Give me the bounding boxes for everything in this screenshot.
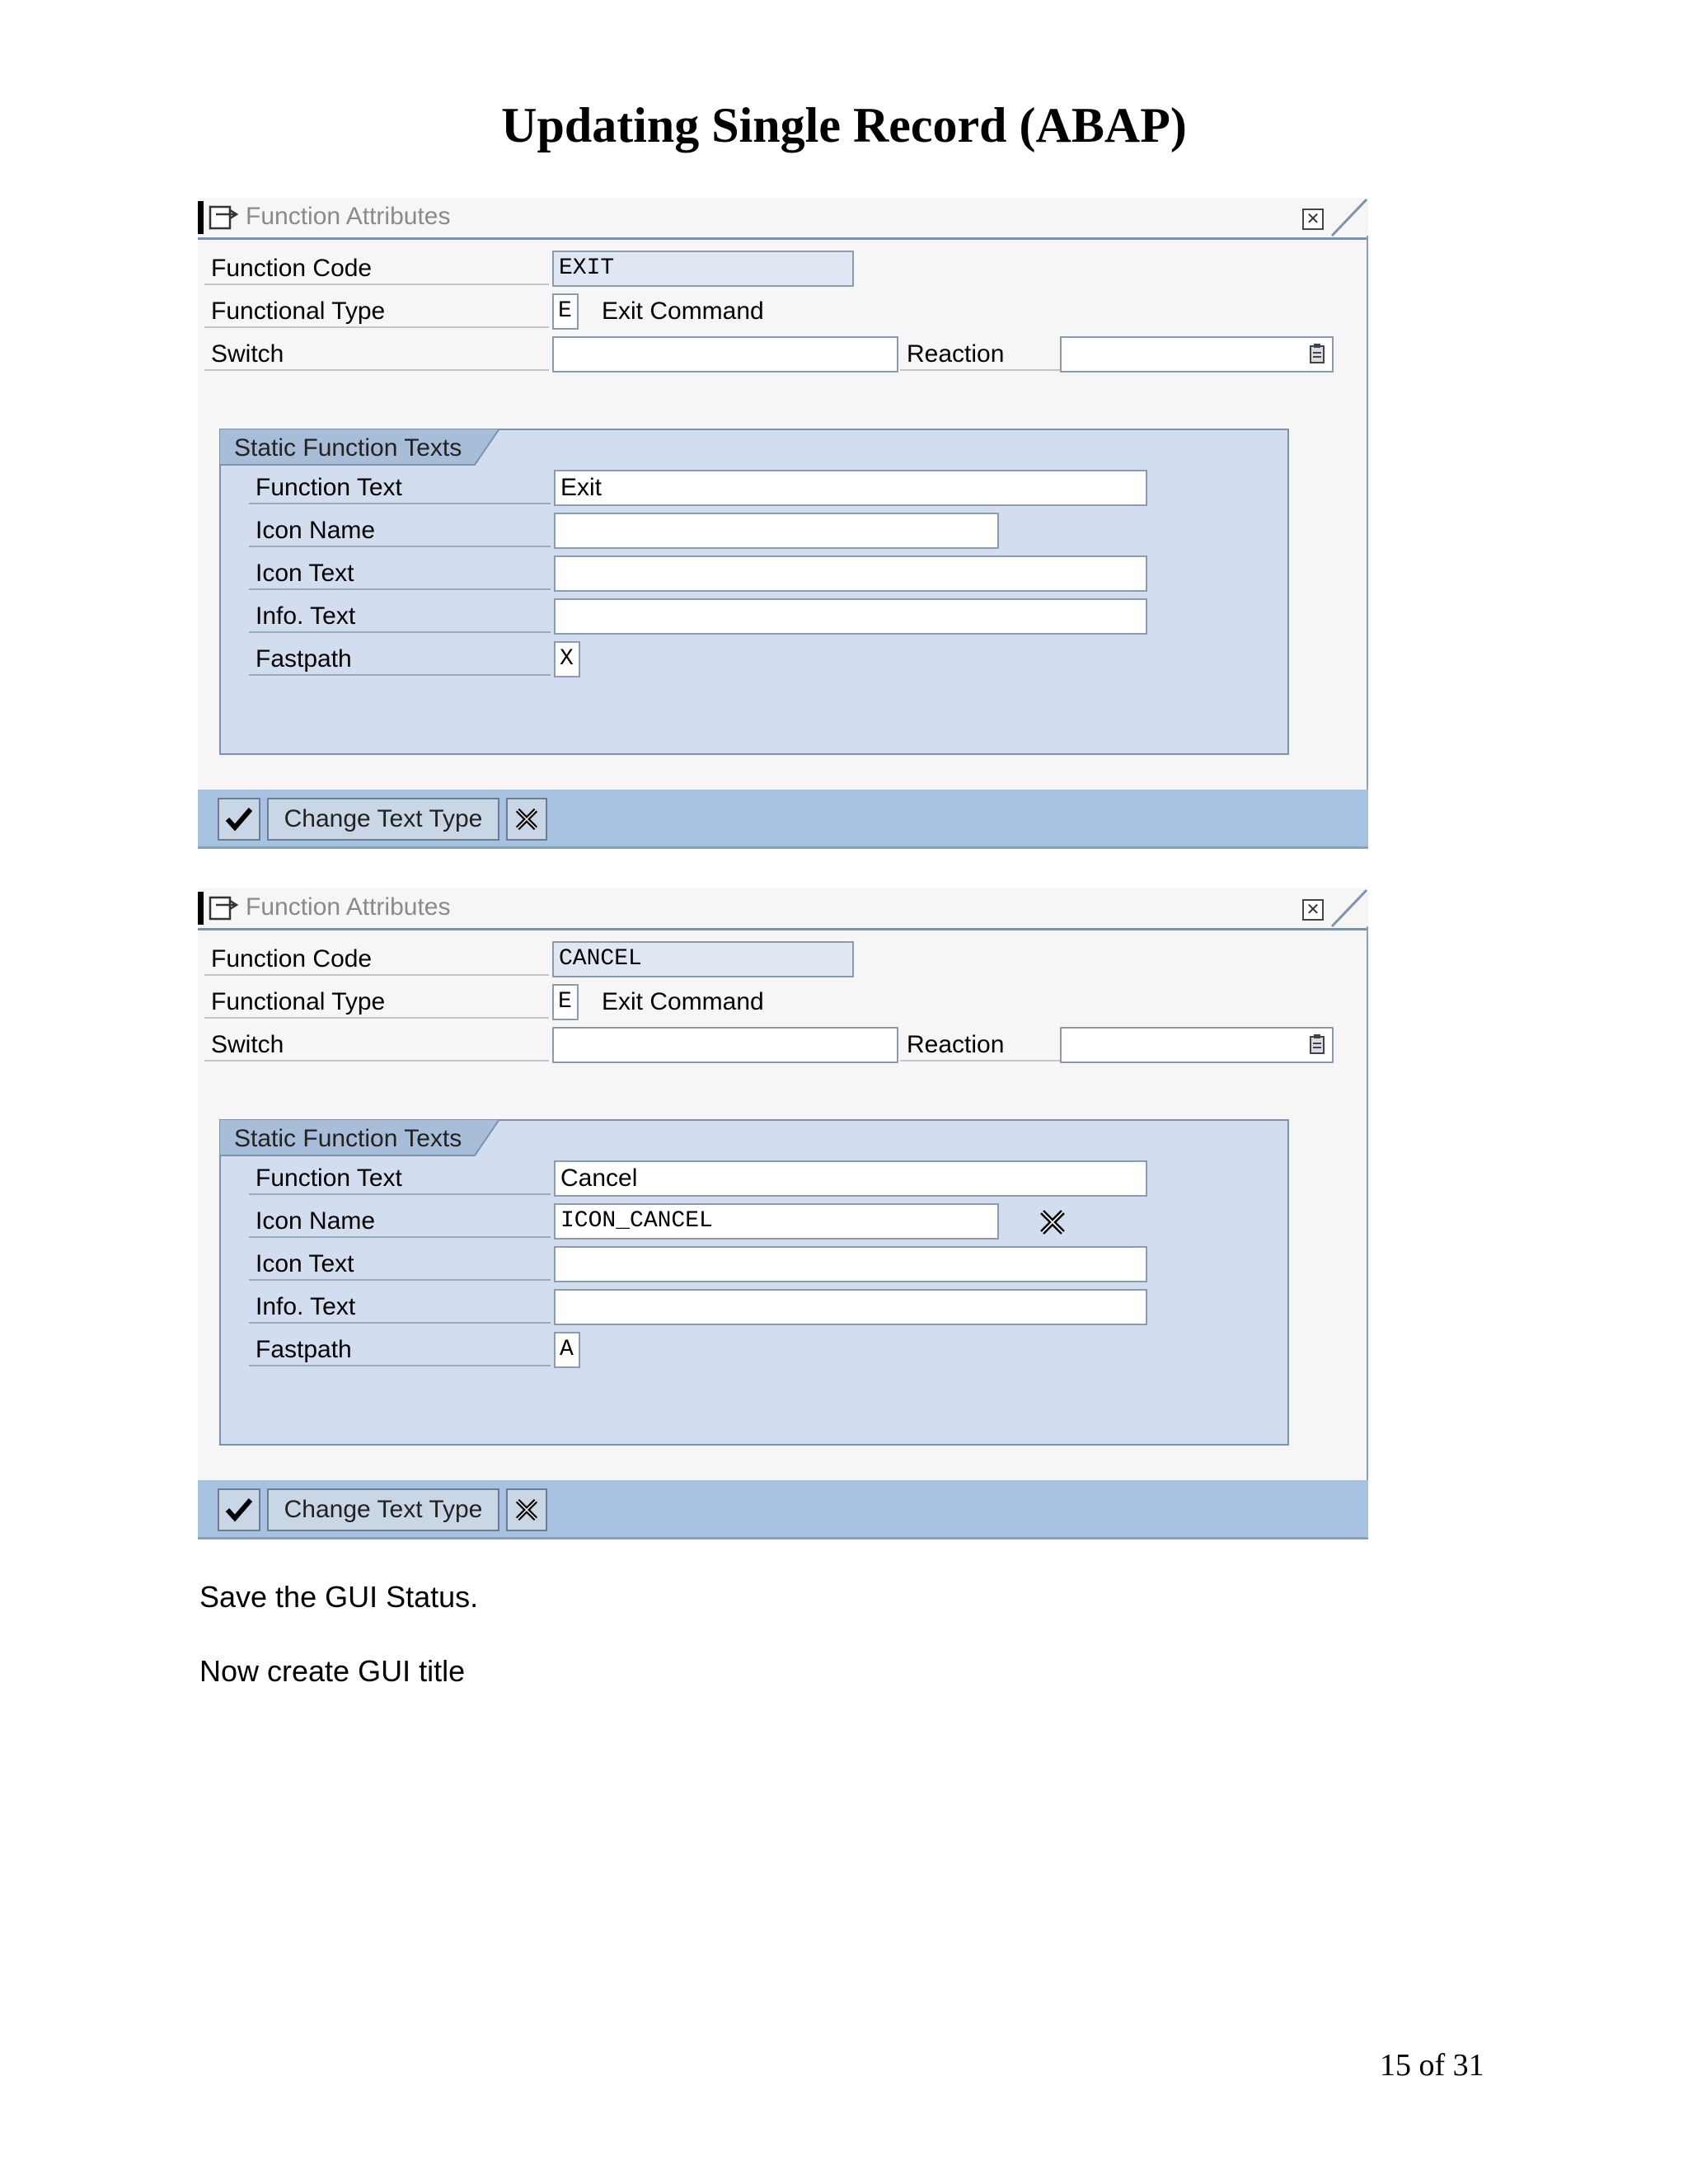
cancel-button[interactable] [506, 798, 547, 841]
functional-type-field[interactable]: E [552, 293, 579, 330]
function-code-field[interactable]: CANCEL [552, 941, 854, 977]
function-code-field[interactable]: EXIT [552, 251, 854, 287]
icon-name-field[interactable]: ICON_CANCEL [554, 1203, 999, 1240]
dialog-border [1367, 236, 1368, 849]
switch-field[interactable] [552, 336, 898, 373]
icon-text-label: Icon Text [249, 557, 551, 590]
icon-text-field[interactable] [554, 1246, 1147, 1282]
instruction-create-title: Now create GUI title [199, 1654, 466, 1688]
value-help-icon[interactable] [1309, 1033, 1325, 1055]
icon-text-field[interactable] [554, 555, 1147, 592]
checkmark-icon [225, 1497, 253, 1522]
page-title: Updating Single Record (ABAP) [501, 98, 1187, 152]
function-attributes-dialog-exit [198, 198, 1368, 849]
icon-text-label: Icon Text [249, 1248, 551, 1281]
fastpath-field[interactable]: X [554, 641, 580, 677]
dialog-title-bar [198, 198, 1368, 240]
reaction-label: Reaction [900, 1029, 1060, 1062]
change-text-type-button[interactable]: Change Text Type [267, 1488, 499, 1531]
title-corner [1330, 888, 1368, 928]
cancel-x-icon [514, 1497, 539, 1522]
confirm-button[interactable] [218, 1488, 260, 1531]
functional-type-text: Exit Command [602, 988, 764, 1015]
close-icon[interactable]: ✕ [1302, 209, 1324, 230]
icon-name-label: Icon Name [249, 1205, 551, 1238]
confirm-button[interactable] [218, 798, 260, 841]
switch-label: Switch [204, 338, 549, 371]
cancel-x-icon [1039, 1208, 1067, 1236]
icon-name-field[interactable] [554, 513, 999, 549]
page-number: 15 of 31 [1380, 2048, 1484, 2083]
functional-type-text: Exit Command [602, 298, 764, 325]
switch-label: Switch [204, 1029, 549, 1062]
value-help-icon[interactable] [1309, 343, 1325, 364]
switch-field[interactable] [552, 1027, 898, 1063]
dialog-title-bar [198, 888, 1368, 930]
reaction-field[interactable] [1060, 1027, 1334, 1063]
function-text-field[interactable]: Exit [554, 470, 1147, 506]
functional-type-field[interactable]: E [552, 984, 579, 1020]
function-text-label: Function Text [249, 1162, 551, 1195]
functional-type-label: Functional Type [204, 986, 549, 1019]
checkmark-icon [225, 807, 253, 832]
function-code-label: Function Code [204, 252, 549, 285]
icon-name-label: Icon Name [249, 514, 551, 547]
function-attributes-dialog-cancel [198, 888, 1368, 1540]
dialog-button-bar [198, 790, 1368, 849]
cancel-x-icon [514, 807, 539, 832]
functional-type-label: Functional Type [204, 295, 549, 328]
static-function-texts-group [219, 429, 1289, 755]
fastpath-label: Fastpath [249, 643, 551, 676]
cancel-button[interactable] [506, 1488, 547, 1531]
title-bar-marker [198, 201, 204, 234]
dialog-window-icon [208, 203, 241, 232]
dialog-window-icon [208, 893, 241, 923]
instruction-save: Save the GUI Status. [199, 1580, 479, 1614]
dialog-button-bar [198, 1480, 1368, 1540]
reaction-field[interactable] [1060, 336, 1334, 373]
info-text-field[interactable] [554, 1289, 1147, 1325]
static-function-texts-group [219, 1119, 1289, 1446]
dialog-border [1367, 926, 1368, 1540]
function-text-label: Function Text [249, 471, 551, 504]
info-text-label: Info. Text [249, 600, 551, 633]
fastpath-field[interactable]: A [554, 1332, 580, 1368]
reaction-label: Reaction [900, 338, 1060, 371]
title-corner [1330, 198, 1368, 237]
group-title: Static Function Texts [234, 434, 462, 462]
info-text-field[interactable] [554, 598, 1147, 635]
group-title: Static Function Texts [234, 1125, 462, 1152]
title-bar-marker [198, 892, 204, 925]
info-text-label: Info. Text [249, 1291, 551, 1324]
close-icon[interactable]: ✕ [1302, 899, 1324, 921]
dialog-title: Function Attributes [246, 893, 451, 921]
function-text-field[interactable]: Cancel [554, 1160, 1147, 1197]
function-code-label: Function Code [204, 943, 549, 976]
dialog-title: Function Attributes [246, 203, 451, 230]
change-text-type-button[interactable]: Change Text Type [267, 798, 499, 841]
fastpath-label: Fastpath [249, 1333, 551, 1366]
